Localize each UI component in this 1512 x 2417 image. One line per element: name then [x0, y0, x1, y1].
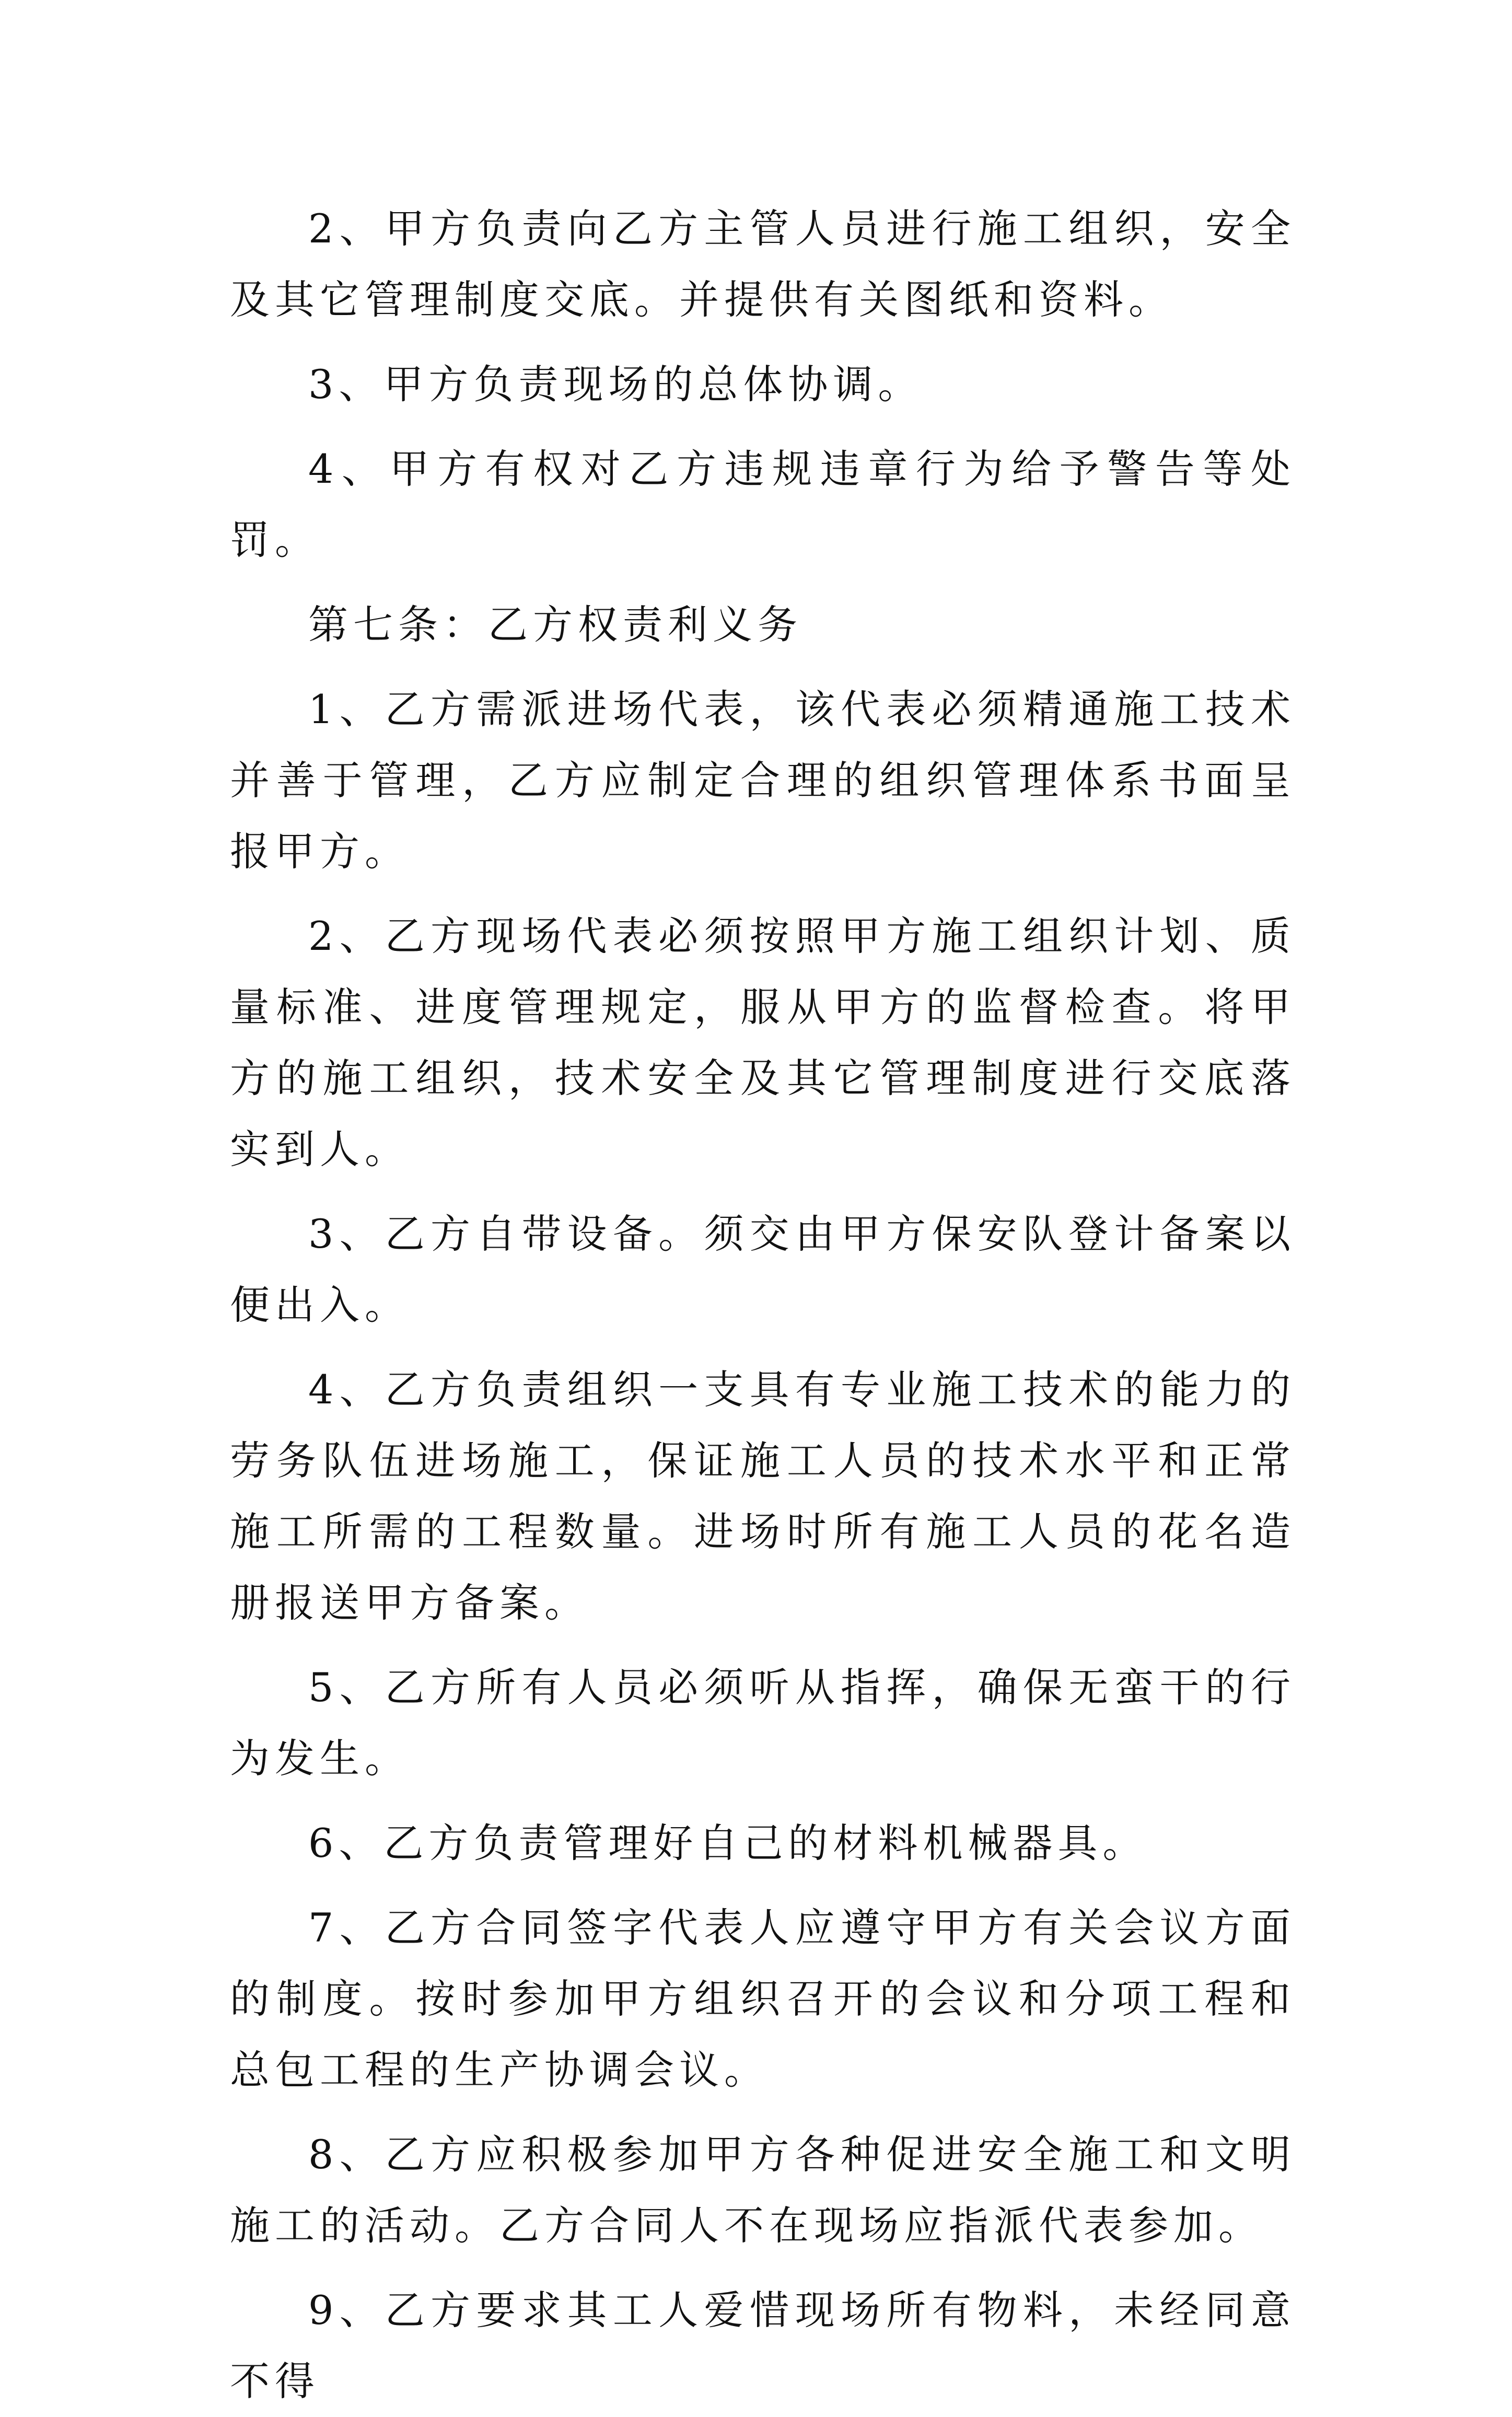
paragraph-11: 8、乙方应积极参加甲方各种促进安全施工和文明施工的活动。乙方合同人不在现场应指派代表参加。 — [230, 2131, 1296, 2249]
paragraph-8: 5、乙方所有人员必须听从指挥，确保无蛮干的行为发生。 — [230, 1664, 1296, 1782]
paragraph-1: 2、甲方负责向乙方主管人员进行施工组织，安全及其它管理制度交底。并提供有关图纸和资料。 — [230, 205, 1296, 323]
document-body — [230, 193, 1296, 2417]
paragraph-9: 6、乙方负责管理好自己的材料机械器具。 — [308, 1820, 1148, 1866]
paragraph-4: 1、乙方需派进场代表，该代表必须精通施工技术并善于管理，乙方应制定合理的组织管理体系书面呈报甲方。 — [230, 686, 1296, 875]
paragraph-7: 4、乙方负责组织一支具有专业施工技术的能力的劳务队伍进场施工，保证施工人员的技术水平和正常施工所需的工程数量。进场时所有施工人员的花名造册报送甲方备案。 — [230, 1366, 1296, 1626]
paragraph-10: 7、乙方合同签字代表人应遵守甲方有关会议方面的制度。按时参加甲方组织召开的会议和分项工程和总包工程的生产协调会议。 — [230, 1904, 1296, 2093]
paragraph-3: 4、甲方有权对乙方违规违章行为给予警告等处罚。 — [230, 446, 1296, 563]
paragraph-6: 3、乙方自带设备。须交由甲方保安队登计备案以便出入。 — [230, 1211, 1296, 1328]
section-heading: 第七条：乙方权责利义务 — [308, 601, 802, 648]
paragraph-2: 3、甲方负责现场的总体协调。 — [308, 361, 923, 408]
paragraph-12: 9、乙方要求其工人爱惜现场所有物料，未经同意不得 — [230, 2287, 1296, 2404]
paragraph-5: 2、乙方现场代表必须按照甲方施工组织计划、质量标准、进度管理规定，服从甲方的监督检查。将甲方的施工组织，技术安全及其它管理制度进行交底落实到人。 — [230, 913, 1296, 1172]
